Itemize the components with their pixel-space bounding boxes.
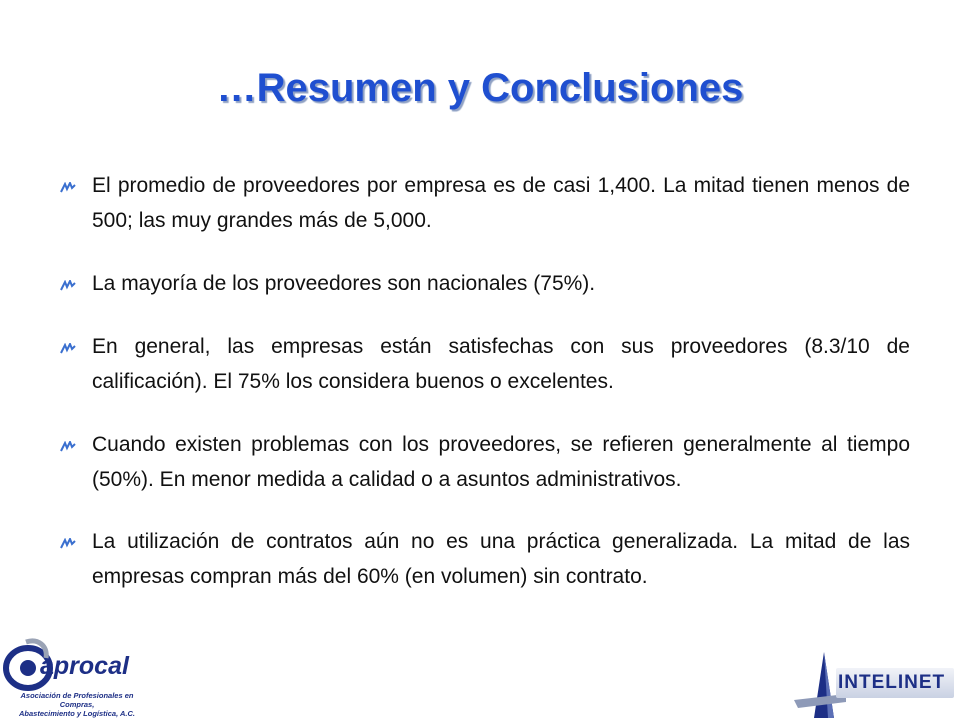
intelinet-wordmark: INTELINET: [838, 672, 946, 693]
aprocal-logo: [0, 634, 150, 720]
arrow-bullet-icon: [60, 280, 76, 292]
bullet-text: En general, las empresas están satisfechas con sus proveedores (8.3/10 de calificación). El 75% los considera buenos o excelentes.: [92, 335, 910, 393]
bullet-item: [60, 266, 910, 301]
slide-title: …Resumen y Conclusiones: [216, 66, 744, 110]
arrow-bullet-icon: [60, 441, 76, 453]
aprocal-subtitle-line: Asociación de Profesionales en Compras,: [20, 691, 134, 709]
bullet-item: [60, 168, 910, 238]
intelinet-logo: [780, 650, 960, 720]
bullet-list: [60, 168, 910, 594]
bullet-text: Cuando existen problemas con los proveedores, se refieren generalmente al tiempo (50%). En menor medida a calidad o a asuntos administrativos.: [92, 433, 910, 491]
bullet-text: La utilización de contratos aún no es una práctica generalizada. La mitad de las empresas compran más del 60% (en volumen) sin contrato.: [92, 530, 910, 588]
bullet-item: [60, 329, 910, 399]
arrow-bullet-icon: [60, 182, 76, 194]
bullet-text: La mayoría de los proveedores son nacionales (75%).: [92, 272, 596, 295]
bullet-item: [60, 524, 910, 594]
aprocal-wordmark: aprocal: [40, 652, 129, 680]
arrow-bullet-icon: [60, 343, 76, 355]
aprocal-subtitle: [4, 691, 150, 718]
bullet-text: El promedio de proveedores por empresa es de casi 1,400. La mitad tienen menos de 500; las muy grandes más de 5,000.: [92, 174, 910, 232]
aprocal-subtitle-line: Abastecimiento y Logística, A.C.: [19, 709, 135, 718]
arrow-bullet-icon: [60, 538, 76, 550]
bullet-item: [60, 427, 910, 497]
